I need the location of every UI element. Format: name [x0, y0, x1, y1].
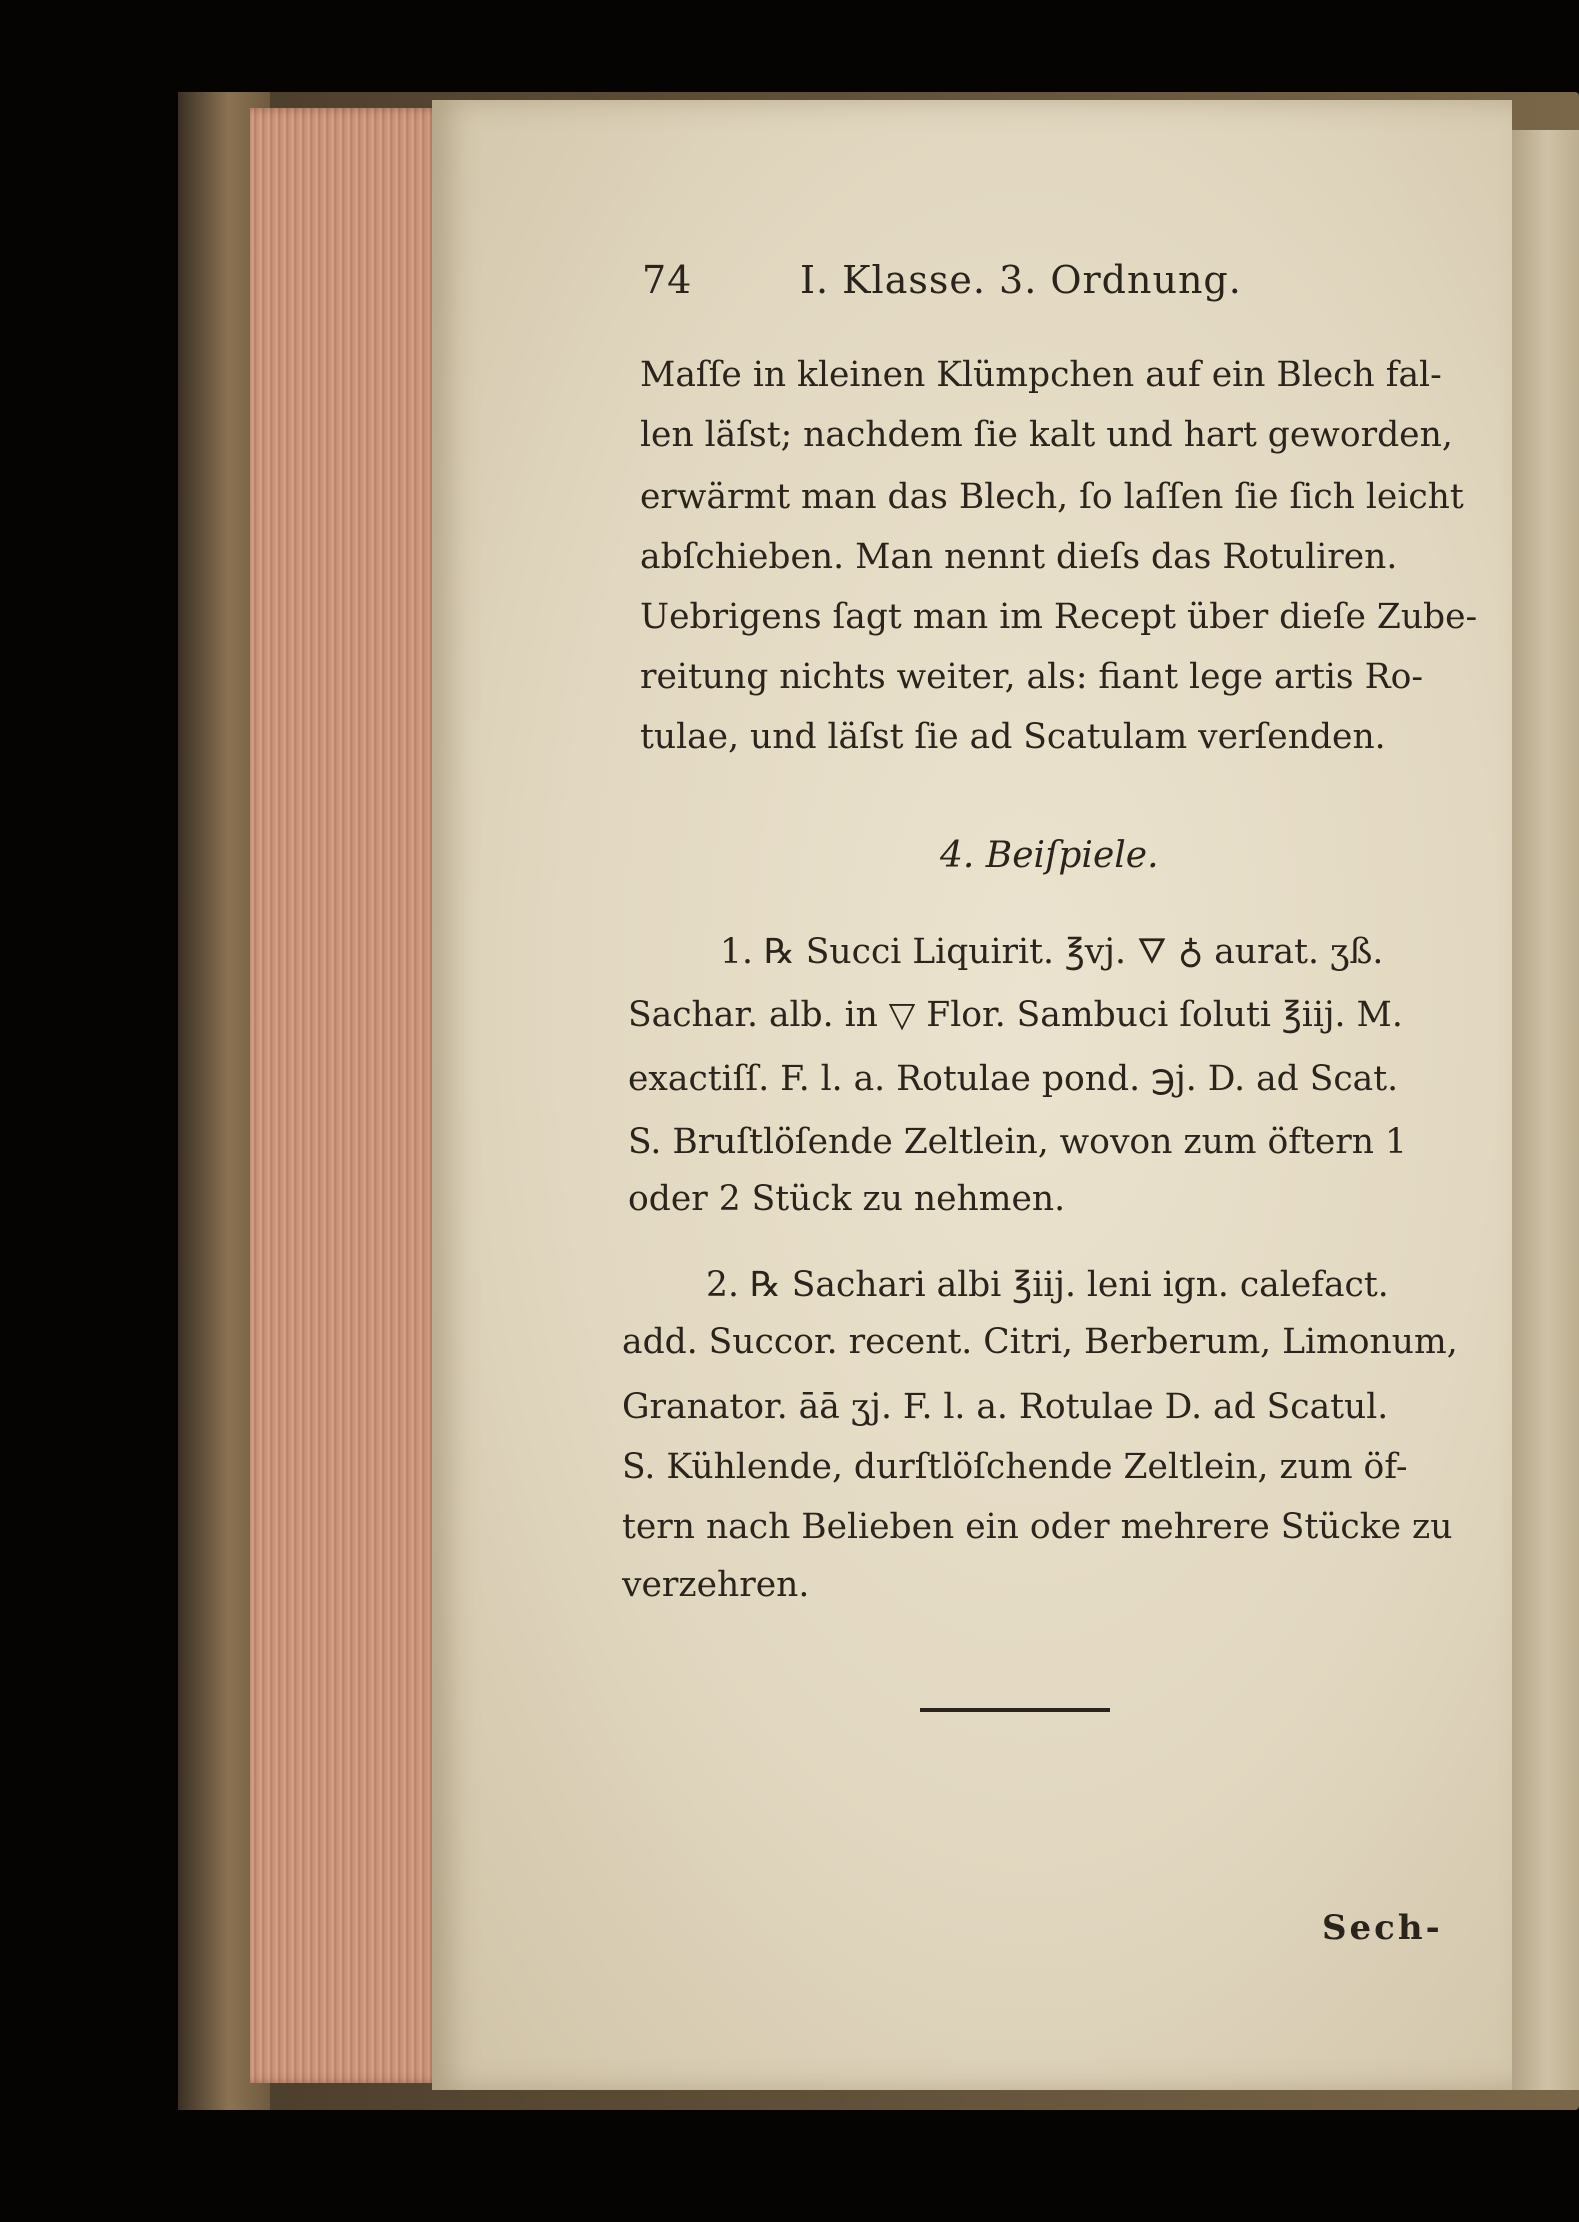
example-line: S. Kühlende, durſtlöſchende Zeltlein, zum öf-	[622, 1447, 1408, 1487]
paragraph-line: abſchieben. Man nennt dieſs das Rotuliren.	[640, 537, 1398, 577]
running-head: I. Klasse. 3. Ordnung.	[800, 258, 1242, 302]
example-line: add. Succor. recent. Citri, Berberum, Limonum,	[622, 1322, 1458, 1362]
page-edges	[250, 108, 442, 2083]
example-line: Granator. āā ʒj. F. l. a. Rotulae D. ad Scatul.	[622, 1387, 1389, 1427]
example-line: 1. ℞ Succi Liquirit. ℥vj. 🜄 ♁ aurat. ʒß.	[720, 932, 1384, 972]
example-line: oder 2 Stück zu nehmen.	[628, 1179, 1066, 1219]
section-divider-rule	[920, 1708, 1110, 1712]
example-line: exactiſſ. F. l. a. Rotulae pond. ℈j. D. ad Scat.	[628, 1059, 1399, 1099]
paragraph-line: Maſſe in kleinen Klümpchen auf ein Blech fal-	[640, 355, 1442, 395]
paragraph-line: tulae, und läſst ſie ad Scatulam verſenden.	[640, 717, 1386, 757]
section-heading: 4. Beiſpiele.	[940, 835, 1159, 876]
example-line: verzehren.	[622, 1565, 810, 1605]
example-line: tern nach Belieben ein oder mehrere Stücke zu	[622, 1507, 1453, 1547]
example-line: Sachar. alb. in ▽ Flor. Sambuci ſoluti ℥iij. M.	[628, 995, 1403, 1035]
example-line: 2. ℞ Sachari albi ℥iij. leni ign. calefact.	[706, 1265, 1389, 1305]
paragraph-line: reitung nichts weiter, als: fiant lege artis Ro-	[640, 657, 1424, 697]
catchword: Sech-	[1322, 1908, 1443, 1948]
paragraph-line: len läſst; nachdem ſie kalt und hart geworden,	[640, 415, 1453, 455]
page-number: 74	[642, 258, 693, 302]
paragraph-line: erwärmt man das Blech, ſo laſſen ſie ſich leicht	[640, 477, 1464, 517]
example-line: S. Bruſtlöſende Zeltlein, wovon zum öftern 1	[628, 1122, 1407, 1162]
paragraph-line: Uebrigens ſagt man im Recept über dieſe Zube-	[640, 597, 1478, 637]
